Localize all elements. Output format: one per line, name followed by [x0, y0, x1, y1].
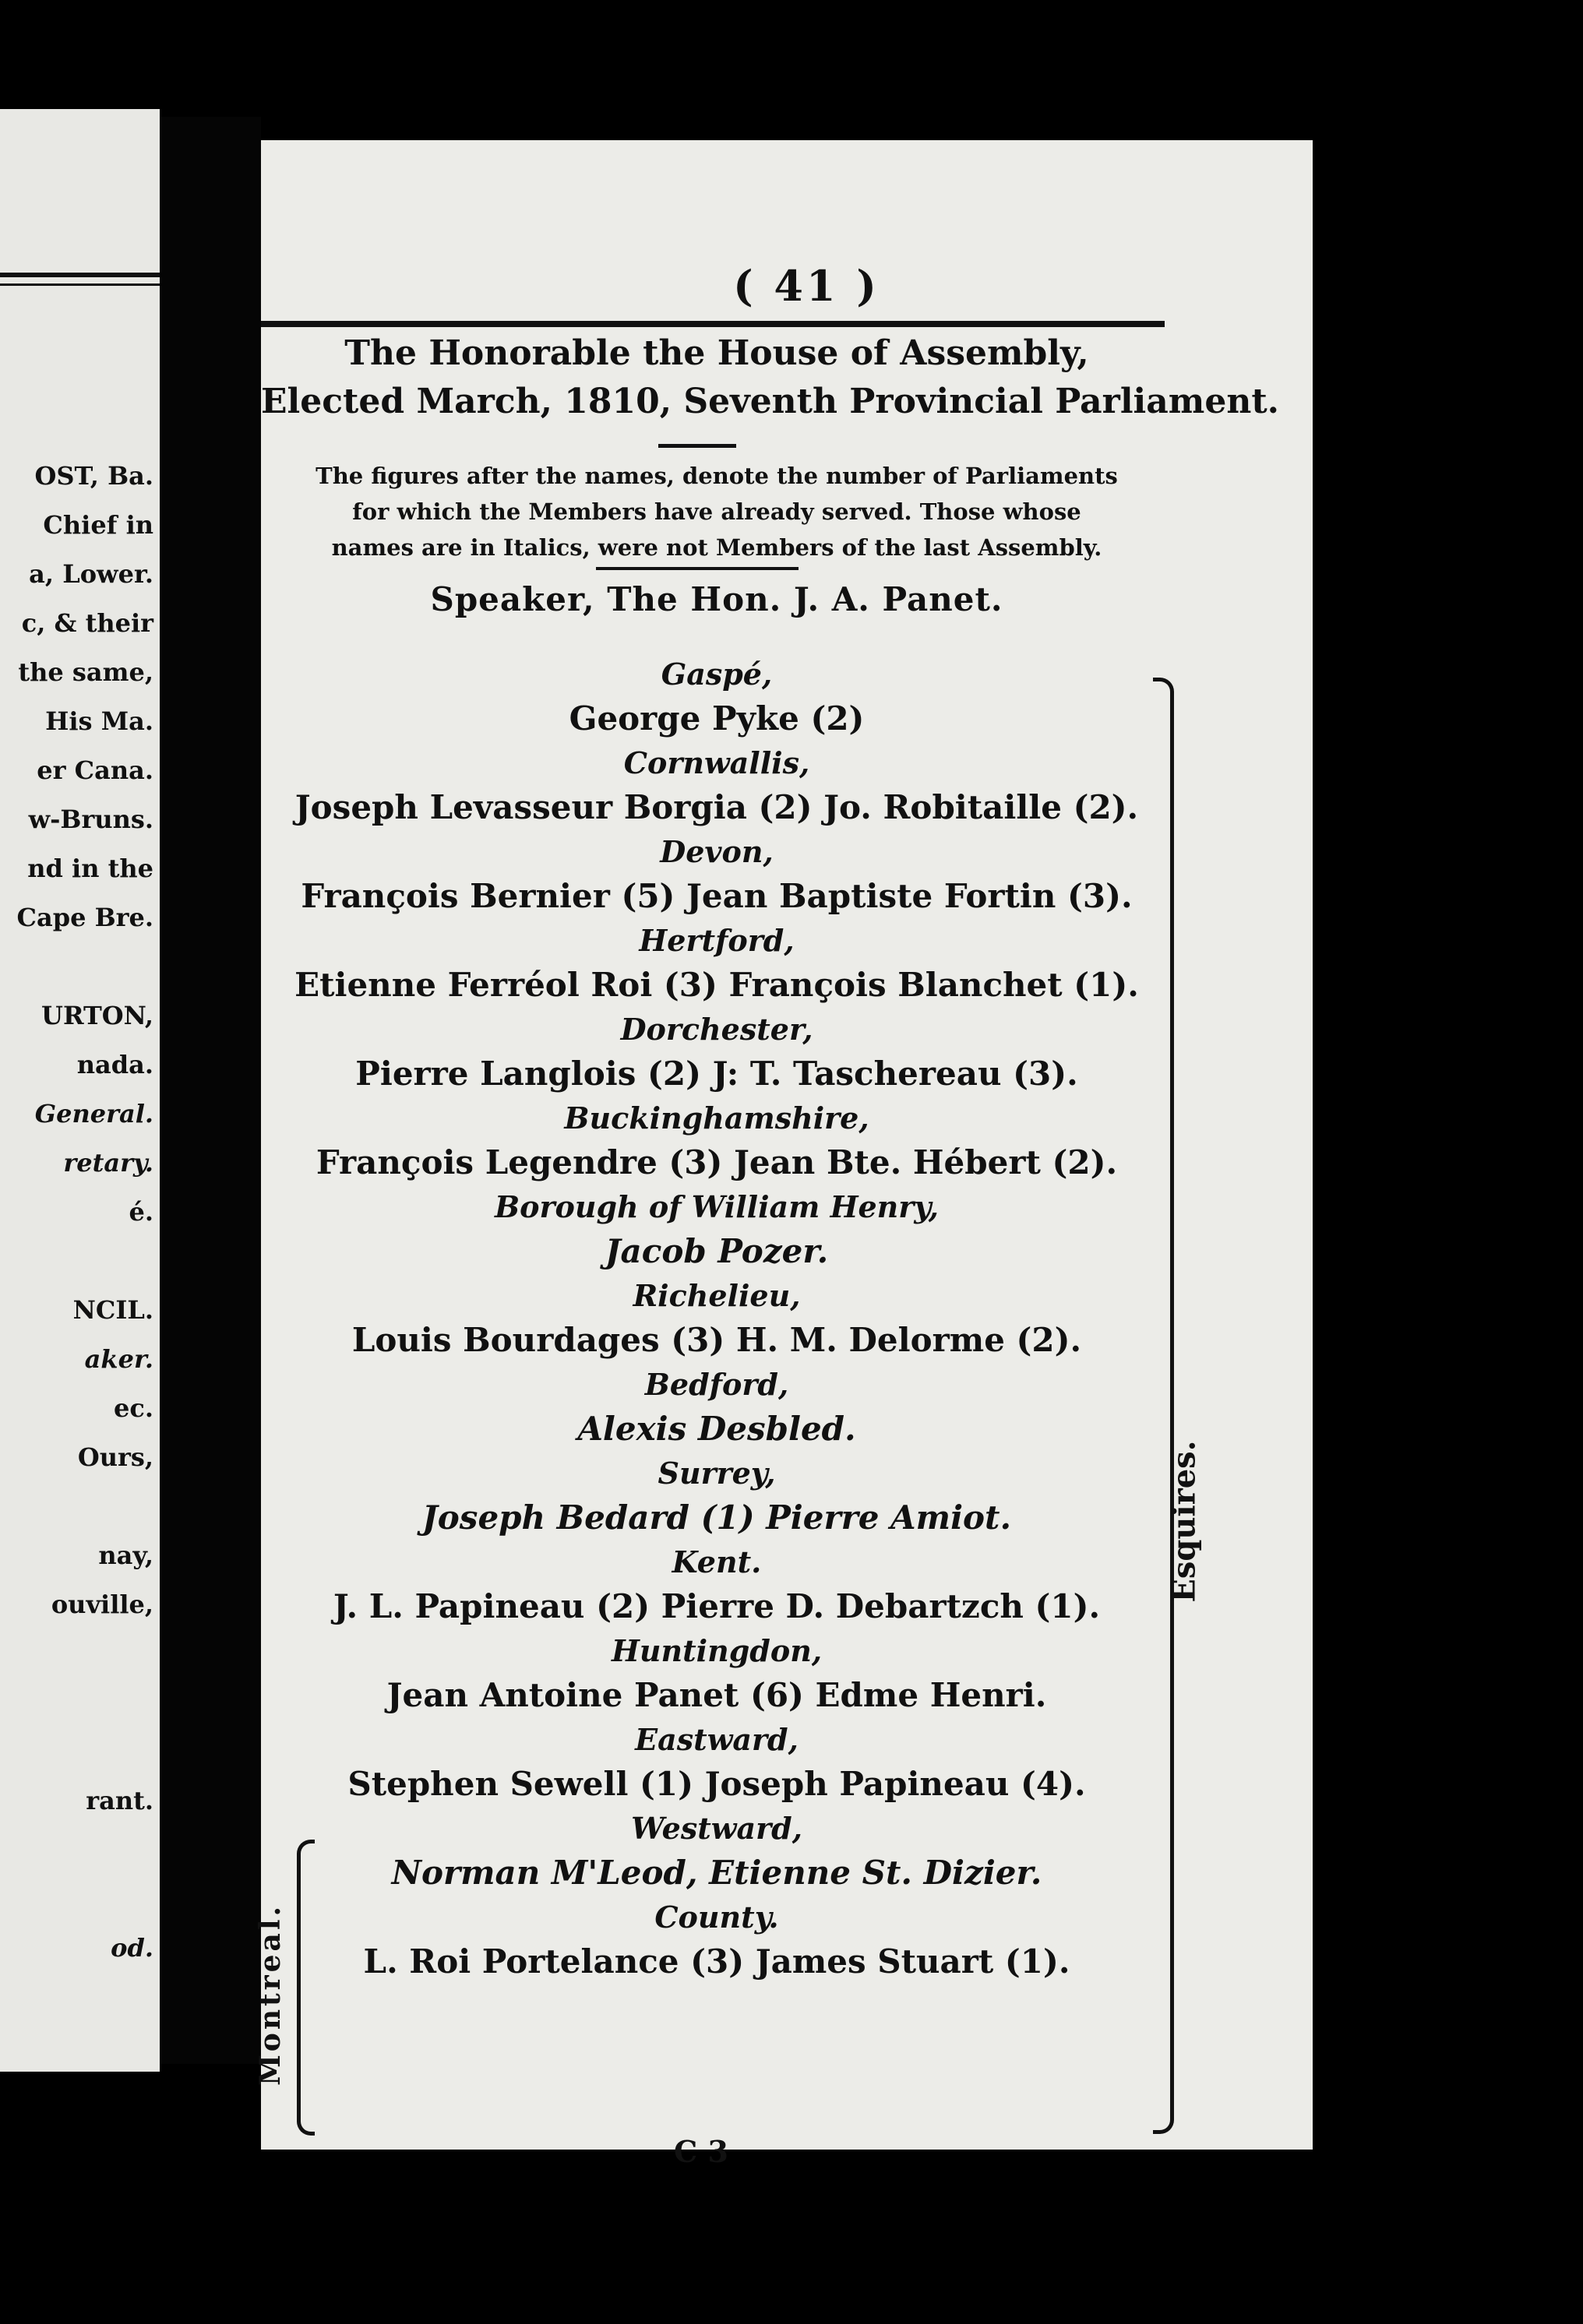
member-names: J. L. Papineau (2) Pierre D. Debartzch (1). [333, 1587, 1101, 1625]
county-name: Borough of William Henry, [494, 1189, 940, 1224]
left-line: ouville, [51, 1590, 153, 1619]
left-line [0, 1727, 160, 1776]
right-page [254, 140, 1313, 2169]
left-line: General. [34, 1099, 153, 1129]
member-names: Stephen Sewell (1) Joseph Papineau (4). [347, 1765, 1086, 1803]
county-name: Dorchester, [620, 1012, 813, 1047]
page-number: ( 41 ) [733, 261, 880, 311]
member-names: François Legendre (3) Jean Bte. Hébert (2). [316, 1143, 1118, 1181]
left-line [0, 1826, 160, 1875]
left-line: URTON, [41, 1001, 153, 1030]
member-names: Norman M'Leod, Etienne St. Dizier. [391, 1854, 1042, 1892]
county-name: Kent. [672, 1544, 762, 1579]
county-name: Bedford, [644, 1367, 789, 1402]
left-line: His Ma. [45, 706, 153, 736]
explanatory-note [261, 458, 1172, 565]
left-line: w-Bruns. [28, 805, 153, 834]
left-line: é. [129, 1197, 153, 1227]
left-line: aker. [84, 1344, 153, 1374]
left-line [0, 1237, 160, 1286]
county-name: Surrey, [658, 1456, 776, 1491]
note-divider [596, 567, 799, 570]
left-line: er Cana. [37, 755, 153, 785]
left-line: Ours, [77, 1442, 153, 1472]
montreal-label: Montreal. [254, 1903, 287, 2086]
title-line-2: Elected March, 1810, Seventh Provincial Parliament. [261, 382, 1279, 421]
left-line [0, 1678, 160, 1727]
montreal-brace [297, 1840, 315, 2136]
speaker-line: Speaker, The Hon. J. A. Panet. [430, 580, 1003, 618]
left-line: the same, [18, 657, 153, 687]
left-page-text [0, 452, 160, 1973]
left-line: OST, Ba. [34, 461, 153, 491]
county-name: Eastward, [635, 1722, 799, 1757]
member-names: Alexis Desbled. [577, 1410, 856, 1448]
esquires-brace [1153, 678, 1174, 2134]
member-names: Etienne Ferréol Roi (3) François Blanchet (1). [294, 966, 1139, 1004]
left-page-fragment [0, 109, 160, 2072]
left-line: Chief in [43, 510, 153, 540]
county-name: County. [654, 1900, 779, 1935]
left-line [0, 1629, 160, 1678]
book-gutter [160, 117, 261, 2064]
member-names: George Pyke (2) [569, 699, 865, 738]
county-name: Devon, [660, 834, 774, 869]
county-name: Hertford, [639, 923, 795, 958]
title-divider [658, 444, 736, 448]
left-line: nada. [76, 1050, 153, 1079]
header-rule [261, 321, 1165, 327]
note-line: for which the Members have already served. Those whose [352, 498, 1081, 525]
left-line: rant. [86, 1786, 153, 1815]
county-name: Cornwallis, [623, 745, 810, 780]
note-line: names are in Italics, were not Members of the last Assembly. [331, 534, 1102, 561]
signature-mark: C 3 [674, 2134, 728, 2169]
left-line: nd in the [27, 854, 153, 883]
member-names: François Bernier (5) Jean Baptiste Fortin (3). [301, 877, 1133, 915]
left-line: retary. [63, 1148, 153, 1178]
county-name: Westward, [631, 1811, 802, 1846]
left-line [0, 1875, 160, 1924]
esquires-label: Esquires. [1165, 1440, 1203, 1603]
left-line: ec. [114, 1393, 153, 1423]
left-line: nay, [98, 1541, 153, 1570]
member-names: Jacob Pozer. [605, 1232, 829, 1270]
left-line [0, 942, 160, 991]
left-page-rules [0, 273, 160, 286]
left-line: a, Lower. [29, 559, 153, 589]
member-names: Pierre Langlois (2) J: T. Taschereau (3). [355, 1055, 1078, 1093]
left-line: NCIL. [72, 1295, 153, 1325]
county-name: Huntingdon, [611, 1633, 823, 1668]
member-names: Jean Antoine Panet (6) Edme Henri. [386, 1676, 1047, 1714]
note-line: The figures after the names, denote the number of Parliaments [316, 463, 1118, 489]
county-name: Buckinghamshire, [564, 1100, 869, 1136]
county-name: Gaspé, [661, 657, 773, 692]
left-line: Cape Bre. [16, 903, 153, 932]
member-names: Louis Bourdages (3) H. M. Delorme (2). [351, 1321, 1082, 1359]
left-line [0, 1482, 160, 1531]
county-name: Richelieu, [633, 1278, 801, 1313]
member-names: Joseph Bedard (1) Pierre Amiot. [421, 1498, 1012, 1537]
title-line-1: The Honorable the House of Assembly, [344, 333, 1089, 373]
left-line: c, & their [21, 608, 153, 638]
left-line: od. [111, 1933, 153, 1963]
member-names: L. Roi Portelance (3) James Stuart (1). [363, 1942, 1070, 1981]
member-names: Joseph Levasseur Borgia (2) Jo. Robitaille (2). [294, 788, 1139, 826]
